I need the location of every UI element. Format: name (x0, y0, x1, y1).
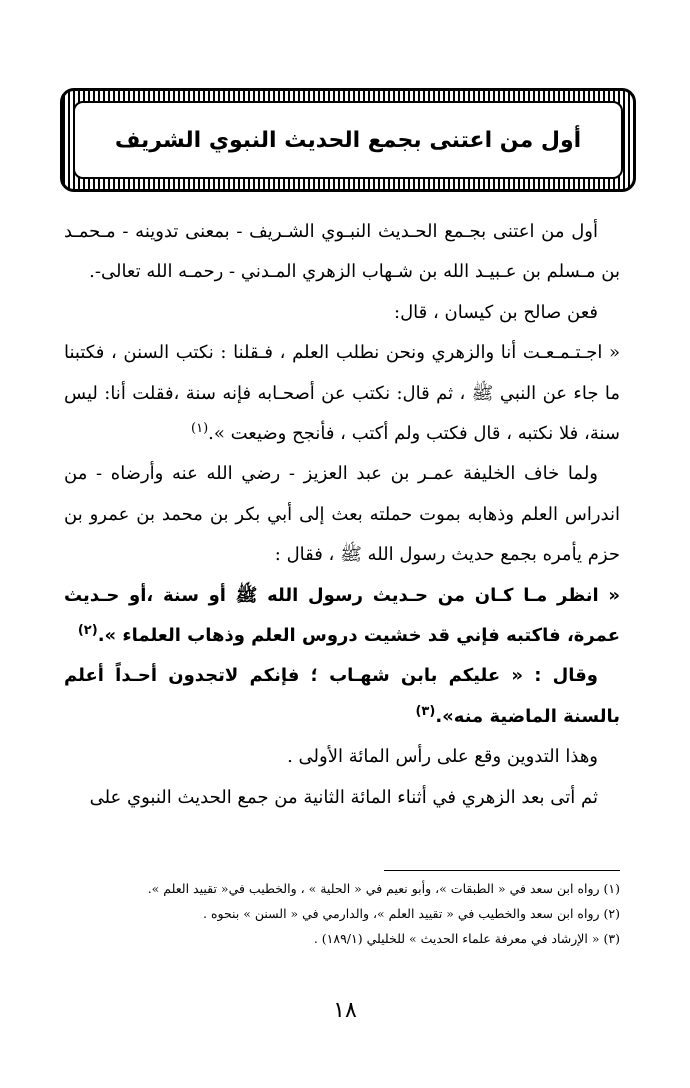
footnotes (64, 876, 620, 951)
page-number: ١٨ (333, 998, 357, 1023)
paragraph-intro: أول من اعتنى بجـمع الحـديث النبـوي الشـريف - بمعنى تدوينه - مـحمـد بن مـسلم بن عـبيـد الله بن شـهاب الزهري المـدني - رحمـه الله تعالى-. (64, 221, 620, 283)
paragraph-narrator: فعن صالح بن كيسان ، قال: (394, 301, 598, 323)
footnote-2: (٢) رواه ابن سعد والخطيب في « تقييد العلم »، والدارمي في « السنن » بنحوه . (203, 906, 620, 921)
footnote-divider (384, 870, 620, 871)
footnote-mark-1: (١) (191, 421, 209, 437)
quote-1-text: « اجـتـمـعـت أنا والزهري ونحن نطلب العلم ، فـقلنا : نكتب السنن ، فكتبنا ما جاء عن النبي ﷺ ، ثم قال: نكتب عن أصحـابه فإنه سنة ،فقلت أنا: ليس سنة، فلا نكتبه ، قال فكتب ولم أكتب ، فأنجح وضيعت ». (64, 342, 620, 445)
title-frame (60, 88, 636, 192)
chapter-title: أول من اعتنى بجمع الحديث النبوي الشريف (114, 127, 582, 153)
paragraph-quote-2 (64, 576, 620, 657)
paragraph-first-century: وهذا التدوين وقع على رأس المائة الأولى . (287, 746, 598, 768)
footnote-mark-3: (٣) (415, 703, 436, 719)
paragraph-quote-3 (64, 656, 620, 737)
paragraph-umar: ولما خاف الخليفة عمـر بن عبد العزيز - رضي الله عنه وأرضاه - من اندراس العلم وذهابه بموت حملته بعث إلى أبي بكر بن محمد بن عمرو بن حزم يأمره بجمع حديث رسول الله ﷺ ، فقال : (64, 463, 620, 566)
paragraph-after-zuhri: ثم أتى بعد الزهري في أثناء المائة الثانية من جمع الحديث النبوي على (89, 786, 598, 808)
quote-3-text: وقال : « عليكم بابن شهـاب ؛ فإنكم لاتجدون أحـداً أعلم بالسنة الماضية منه». (64, 665, 620, 727)
quote-2-text: « انظر مـا كـان من حـديث رسول الله ﷺ أو سنة ،أو حـديث عمرة، فاكتبه فإني قد خشيت دروس العلم وذهاب العلماء ». (64, 584, 620, 647)
title-frame-inner (73, 101, 623, 179)
footnote-1: (١) رواه ابن سعد في « الطبقات »، وأبو نعيم في « الحلية » ، والخطيب في« تقييد العلم ». (147, 881, 620, 896)
footnote-3: (٣) « الإرشاد في معرفة علماء الحديث » للخليلي (١٨٩/١) . (313, 931, 620, 946)
paragraph-quote-1 (64, 333, 620, 454)
body-text (64, 212, 620, 818)
footnote-mark-2: (٢) (77, 623, 98, 639)
